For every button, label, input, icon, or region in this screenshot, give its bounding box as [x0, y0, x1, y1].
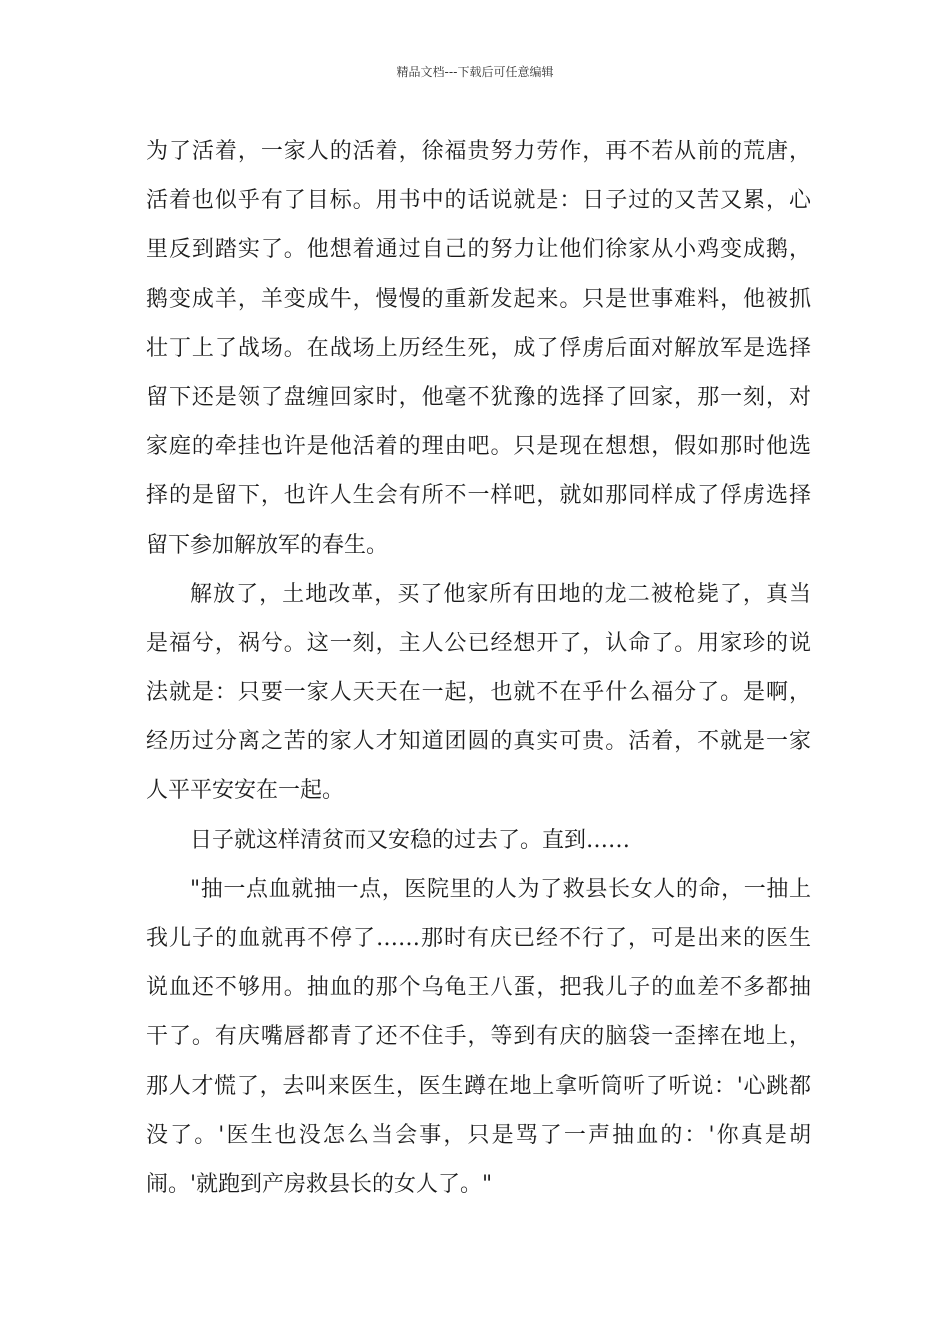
text-line: 为了活着，一家人的活着，徐福贵努力劳作，再不若从前的荒唐，: [146, 139, 811, 164]
text-line: 干了。有庆嘴唇都青了还不住手，等到有庆的脑袋一歪摔在地上，: [146, 1024, 811, 1050]
text-line: 活着也似乎有了目标。用书中的话说就是：日子过的又苦又累，心: [146, 188, 811, 214]
text-line: 家庭的牵挂也许是他活着的理由吧。只是现在想想，假如那时他选: [146, 434, 811, 460]
text-line: 择的是留下，也许人生会有所不一样吧，就如那同样成了俘虏选择: [146, 483, 811, 509]
text-line: 我儿子的血就再不停了……那时有庆已经不行了，可是出来的医生: [146, 926, 811, 951]
text-line: 里反到踏实了。他想着通过自己的努力让他们徐家从小鸡变成鹅，: [146, 237, 811, 263]
text-line: 鹅变成羊，羊变成牛，慢慢的重新发起来。只是世事难料，他被抓: [146, 286, 811, 312]
paragraph-2: [146, 570, 811, 816]
text-line: 是福兮，祸兮。这一刻，主人公已经想开了，认命了。用家珍的说: [146, 630, 811, 656]
paragraph-4: [146, 865, 811, 1209]
text-line: 壮丁上了战场。在战场上历经生死，成了俘虏后面对解放军是选择: [146, 335, 811, 361]
text-line: 经历过分离之苦的家人才知道团圆的真实可贵。活着，不就是一家: [146, 729, 811, 755]
text-line: 日子就这样清贫而又安稳的过去了。直到……: [190, 827, 631, 853]
text-line: 人平平安安在一起。: [146, 778, 345, 804]
text-line: 没了。'医生也没怎么当会事，只是骂了一声抽血的：'你真是胡: [146, 1122, 811, 1148]
text-line: 留下还是领了盘缠回家时，他毫不犹豫的选择了回家，那一刻，对: [146, 384, 811, 410]
text-line: 那人才慌了，去叫来医生，医生蹲在地上拿听筒听了听说：'心跳都: [146, 1073, 811, 1099]
text-line: 法就是：只要一家人天天在一起，也就不在乎什么福分了。是啊，: [146, 680, 811, 706]
text-line: "抽一点血就抽一点，医院里的人为了救县长女人的命，一抽上: [190, 876, 811, 902]
paragraph-1: [146, 127, 811, 570]
text-line: 说血还不够用。抽血的那个乌龟王八蛋，把我儿子的血差不多都抽: [146, 975, 811, 1001]
document-body: [146, 127, 811, 1209]
text-line: 解放了，土地改革，买了他家所有田地的龙二被枪毙了，真当: [190, 581, 811, 607]
text-line: 闹。'就跑到产房救县长的女人了。": [146, 1171, 493, 1197]
page-header: 精品文档---下载后可任意编辑: [396, 65, 554, 79]
paragraph-3: [146, 816, 811, 865]
text-line: 留下参加解放军的春生。: [146, 532, 389, 558]
